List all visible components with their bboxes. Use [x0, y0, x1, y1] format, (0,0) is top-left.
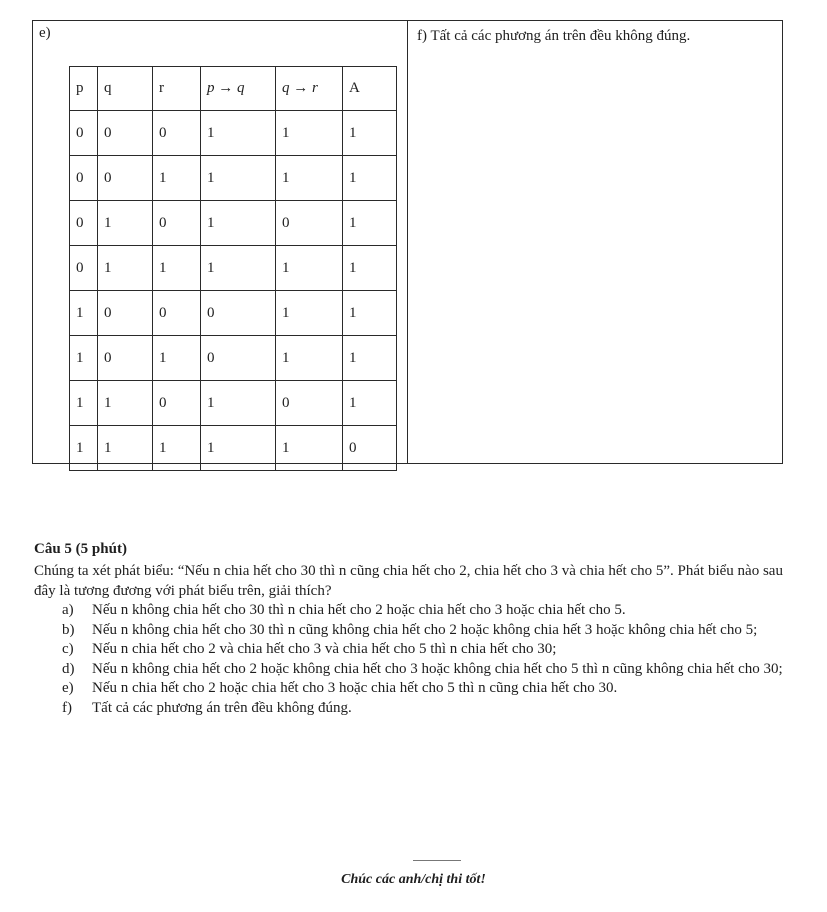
table-cell: 0	[70, 111, 98, 156]
option-label: e)	[62, 680, 74, 696]
table-cell: 0	[153, 111, 201, 156]
truth-table-body	[70, 111, 397, 471]
option-text: Nếu n không chia hết cho 2 hoặc không chia hết cho 3 hoặc không chia hết cho 5 thì n cũng không chia hết cho 30;	[92, 660, 783, 677]
option-label: f)	[62, 699, 72, 716]
table-cell: 1	[343, 381, 397, 426]
table-cell: 0	[98, 111, 153, 156]
table-cell: 1	[70, 336, 98, 381]
table-cell: 1	[343, 336, 397, 381]
table-cell: 0	[276, 381, 343, 426]
table-cell: 1	[70, 291, 98, 336]
header-q-implies-r: q → r	[276, 67, 343, 111]
option-text: Nếu n chia hết cho 2 và chia hết cho 3 và chia hết cho 5 thì n chia hết cho 30;	[92, 641, 557, 657]
answer-option	[34, 679, 791, 699]
table-cell: 0	[276, 201, 343, 246]
header-q: q	[98, 67, 153, 111]
table-cell: 1	[70, 381, 98, 426]
option-text: Nếu n chia hết cho 2 hoặc chia hết cho 3 hoặc chia hết cho 5 thì n cũng chia hết cho 30.	[92, 680, 618, 696]
option-text: Nếu n không chia hết cho 30 thì n chia hết cho 2 hoặc chia hết cho 3 hoặc chia hết cho 5.	[92, 602, 626, 618]
table-cell: 1	[98, 426, 153, 471]
table-cell: 0	[201, 336, 276, 381]
table-cell: 1	[201, 201, 276, 246]
table-cell: 0	[98, 156, 153, 201]
option-f-text: f) Tất cả các phương án trên đều không đúng.	[417, 28, 691, 44]
question-title: Câu 5 (5 phút)	[34, 541, 127, 557]
answer-option	[34, 699, 791, 719]
table-cell: 1	[201, 246, 276, 291]
header-r: r	[153, 67, 201, 111]
answer-option	[34, 601, 791, 621]
table-cell: 1	[201, 111, 276, 156]
option-label: b)	[62, 621, 75, 638]
table-cell: 1	[343, 201, 397, 246]
table-cell: 1	[276, 156, 343, 201]
table-cell: 0	[343, 426, 397, 471]
table-cell: 1	[98, 201, 153, 246]
table-cell: 1	[153, 426, 201, 471]
table-cell: 1	[343, 111, 397, 156]
decorative-line	[413, 860, 461, 861]
table-row	[70, 336, 397, 381]
header-p: p	[70, 67, 98, 111]
table-cell: 0	[98, 336, 153, 381]
option-label: c)	[62, 641, 74, 657]
table-cell: 1	[201, 426, 276, 471]
option-text: Nếu n không chia hết cho 30 thì n cũng không chia hết cho 2 hoặc không chia hết 3 hoặc không chia hết cho 5;	[92, 621, 758, 638]
table-cell: 0	[70, 201, 98, 246]
option-label: d)	[62, 660, 75, 677]
truth-table-header-row	[70, 67, 397, 111]
answer-table-frame	[32, 20, 783, 464]
table-cell: 1	[98, 246, 153, 291]
header-a: A	[343, 67, 397, 111]
table-cell: 0	[153, 201, 201, 246]
table-row	[70, 156, 397, 201]
table-cell: 1	[343, 156, 397, 201]
table-cell: 0	[201, 291, 276, 336]
table-cell: 1	[153, 246, 201, 291]
question-intro: Chúng ta xét phát biểu: “Nếu n chia hết cho 30 thì n cũng chia hết cho 2, chia hết cho 3 và chia hết cho 5”. Phát biểu nào sau đây là tương đương với phát biểu trên, giải thích?	[34, 563, 783, 599]
table-cell: 1	[276, 111, 343, 156]
option-label: a)	[62, 602, 74, 618]
table-row	[70, 111, 397, 156]
option-text: Tất cả các phương án trên đều không đúng.	[92, 699, 352, 716]
closing-message: Chúc các anh/chị thi tốt!	[341, 872, 486, 887]
table-cell: 0	[70, 156, 98, 201]
option-list	[34, 601, 791, 718]
table-cell: 1	[343, 291, 397, 336]
table-cell: 1	[276, 426, 343, 471]
table-cell: 1	[276, 291, 343, 336]
table-cell: 1	[153, 156, 201, 201]
answer-option	[34, 640, 791, 660]
table-row	[70, 381, 397, 426]
table-row	[70, 201, 397, 246]
option-e-label: e)	[39, 25, 51, 41]
table-cell: 0	[70, 246, 98, 291]
table-row	[70, 291, 397, 336]
truth-table	[69, 66, 397, 471]
header-p-implies-q: p → q	[201, 67, 276, 111]
table-row	[70, 426, 397, 471]
question-body	[34, 562, 791, 718]
column-divider	[407, 21, 408, 463]
table-cell: 0	[153, 381, 201, 426]
table-row	[70, 246, 397, 291]
table-cell: 1	[343, 246, 397, 291]
table-cell: 1	[201, 156, 276, 201]
answer-option	[34, 621, 791, 641]
table-cell: 1	[276, 246, 343, 291]
table-cell: 1	[153, 336, 201, 381]
table-cell: 1	[98, 381, 153, 426]
table-cell: 1	[70, 426, 98, 471]
table-cell: 1	[201, 381, 276, 426]
table-cell: 0	[153, 291, 201, 336]
table-cell: 0	[98, 291, 153, 336]
answer-option	[34, 660, 791, 680]
table-cell: 1	[276, 336, 343, 381]
